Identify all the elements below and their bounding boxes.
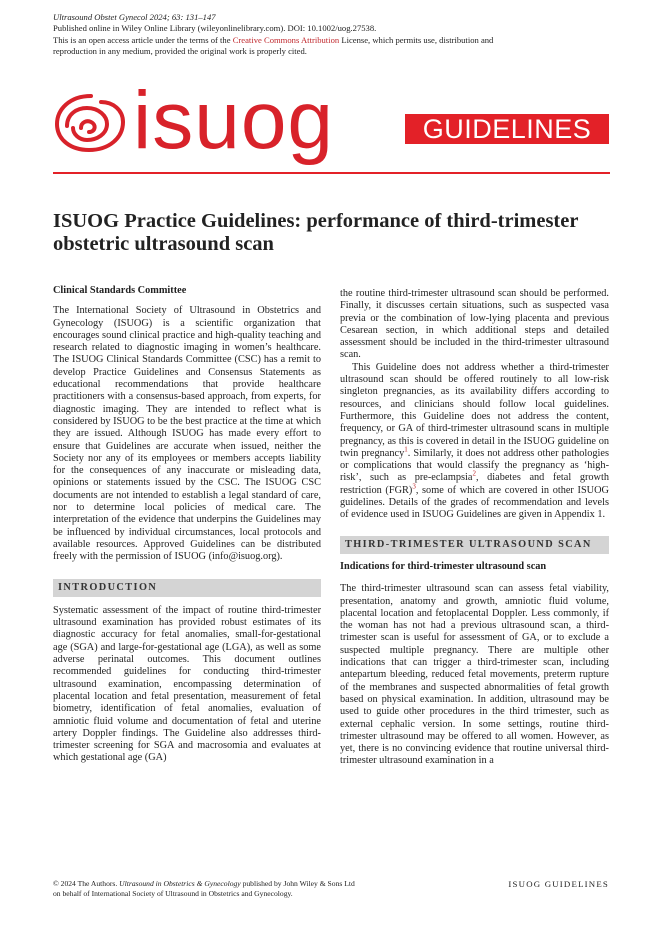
- publication-line: Published online in Wiley Online Library (wileyonlinelibrary.com). DOI: 10.1002/uog.27538.: [53, 23, 377, 34]
- reference-1-link[interactable]: 1: [404, 445, 408, 454]
- journal-header: [53, 12, 613, 57]
- license-line: This is an open access article under the terms of the Creative Commons Attribution License, which permits use, distribution and: [53, 34, 494, 45]
- intro-paragraph: The International Society of Ultrasound in Obstetrics and Gynecology (ISUOG) is a scientific organization that encourages sound clinical practice and high-quality teaching and research related to diagnostic imaging in women’s healthcare. The ISUOG Clinical Standards Committee (CSC) has a remit to develop Practice Guidelines and Consensus Statements as educational recommendations that provide healthcare practitioners with a consensus-based approach, from experts, for diagnostic imaging. They are intended to reflect what is considered by ISUOG to be the best practice at the time at which they are issued. Although ISUOG has made every effort to ensure that Guidelines are accurate when issued, neither the Society nor any of its employees or members accepts liability for the consequences of any inaccurate or misleading data, opinions or statements issued by the CSC. The ISUOG CSC documents are not intended to establish a legal standard of care, nor to determine local policies of medical care. The interpretation of the evidence that underpins the Guidelines may be influenced by individual circumstances, local protocols and available resources. Approved Guidelines can be distributed freely with the permission of ISUOG (info@isuog.org).: [53, 305, 321, 563]
- citation-line: Ultrasound Obstet Gynecol 2024; 63: 131–147: [53, 12, 216, 22]
- license-line-2: reproduction in any medium, provided the original work is properly cited.: [53, 45, 307, 56]
- indications-paragraph: The third-trimester ultrasound scan can assess fetal viability, presentation, anatomy and growth, amniotic fluid volume, placental location and fetoplacental Doppler. Less commonly, if the woman has not had a previous ultrasound scan, a third-trimester scan is useful for assessment of GA, or to exclude a suspected multiple pregnancy. There are multiple other indications that can trigger a third-trimester scan, including antepartum bleeding, reduced fetal movements, preterm rupture of the membranes and suspected abnormalities of fetal growth based on physical examination. In addition, ultrasound may be used to guide other procedures in the third trimester, such as external cephalic version. In some settings, routine third-trimester ultrasound may be offered to all women. However, as yet, there is no convincing evidence that routine universal third-trimester ultrasound examination in a: [340, 583, 609, 767]
- header-divider: [53, 172, 610, 174]
- section-heading-scan: THIRD-TRIMESTER ULTRASOUND SCAN: [340, 536, 609, 554]
- page-title: ISUOG Practice Guidelines: performance of third-trimester obstetric ultrasound scan: [53, 210, 579, 255]
- introduction-paragraph: Systematic assessment of the impact of routine third-trimester ultrasound examination has provided robust estimates of its diagnostic accuracy for fetal anomalies, small-for-gestational age (SGA) and large-for-gestational age (LGA), as well as some adverse perinatal outcomes. This document outlines recommended guidelines for conducting third-trimester ultrasound examination, encompassing determination of placental location and fetal presentation, measurement of fetal biometry, identification of fetal anomalies, evaluation of amniotic fluid volume and documentation of fetal and uterine artery Doppler findings. The Guideline also addresses third-trimester screening for SGA and macrosomia and evaluates at which gestational age (GA): [53, 604, 321, 764]
- guidelines-badge: GUIDELINES: [405, 114, 609, 144]
- section-heading-introduction: INTRODUCTION: [53, 579, 321, 597]
- reference-3-link[interactable]: 3: [412, 482, 416, 491]
- reference-2-link[interactable]: 2: [472, 470, 476, 479]
- isuog-wordmark: isuog: [133, 75, 335, 166]
- left-column: [53, 285, 321, 765]
- subheading-indications: Indications for third-trimester ultrasound scan: [340, 560, 547, 572]
- col2-paragraph-2: This Guideline does not address whether a third-trimester ultrasound scan should be offered routinely to all low-risk singleton pregnancies, as its availability differs according to resources, and clinicians should follow local guidelines. Furthermore, this Guideline does not address the content, frequency, or GA of third-trimester ultrasound scans in multiple pregnancy, as this is covered in detail in the ISUOG guideline on twin pregnancy$^1$. Similarly, it does not address other pathologies or complications that would classify the pregnancy as ‘high-risk’, such as pre-eclampsia$^2$, diabetes and fetal growth restriction (FGR)$^3$, some of which are covered in other ISUOG guidelines. Details of the grades of recommendation and levels of evidence used in ISUOG Guidelines are given in Appendix 1.: [340, 361, 609, 521]
- col2-paragraph-1: the routine third-trimester ultrasound scan should be performed. Finally, it discusses certain situations, such as suspected vasa previa or the combination of low-lying placenta and previous Cesarean section, in which additional steps and detailed assessment should be included in the third-trimester ultrasound scan.: [340, 288, 609, 361]
- isuog-logo: [53, 75, 335, 168]
- committee-heading: Clinical Standards Committee: [53, 285, 187, 296]
- creative-commons-link[interactable]: Creative Commons Attribution: [232, 34, 340, 45]
- footer-running-title: ISUOG GUIDELINES: [508, 879, 609, 889]
- isuog-emblem-icon: [53, 90, 129, 154]
- right-column: [340, 288, 609, 768]
- footer-copyright: © 2024 The Authors. Ultrasound in Obstetrics & Gynecology published by John Wiley & Sons Ltd on behalf of International Society of Ultrasound in Obstetrics and Gynecology.: [53, 879, 355, 898]
